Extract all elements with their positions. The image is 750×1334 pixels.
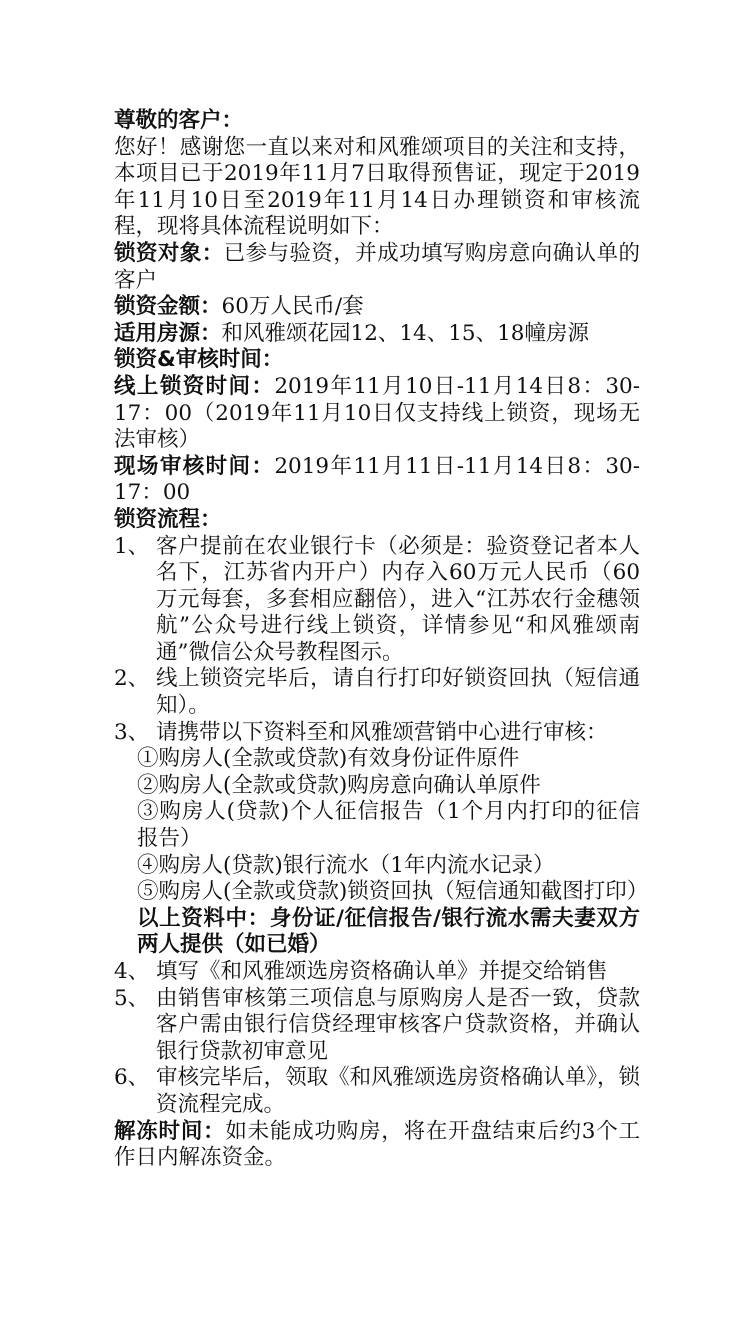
online-label: 线上锁资时间： xyxy=(114,373,275,399)
step-item xyxy=(114,986,640,1066)
time-heading: 锁资&审核时间： xyxy=(114,347,284,373)
material-item: ③购房人(贷款)个人征信报告（1个月内打印的征信报告） xyxy=(137,799,640,852)
onsite-line xyxy=(114,454,640,507)
step-number: 6、 xyxy=(114,1065,157,1091)
onsite-value: 2019年11月11日-11月14日8：30-17：00 xyxy=(114,453,640,506)
step-number: 3、 xyxy=(114,719,157,745)
source-label: 适用房源： xyxy=(114,320,222,346)
target-label: 锁资对象： xyxy=(114,240,224,266)
step-text: 填写《和风雅颂选房资格确认单》并提交给销售 xyxy=(156,959,608,984)
unfreeze-value: 如未能成功购房，将在开盘结束后约3个工作日内解冻资金。 xyxy=(114,1118,640,1171)
step-text: 客户提前在农业银行卡（必须是：验资登记者本人名下，江苏省内开户）内存入60万元人民币（60万元每套，多套相应翻倍），进入“江苏农行金穗领航”公众号进行线上锁资，详情参见“和风雅颂南通”微信公众号教程图示。 xyxy=(156,533,640,665)
step-item xyxy=(114,534,640,667)
target-line xyxy=(114,241,640,294)
step-number: 1、 xyxy=(114,533,157,559)
step-item xyxy=(114,1065,640,1118)
material-item: ①购房人(全款或贷款)有效身份证件原件 xyxy=(137,746,520,772)
unfreeze-line xyxy=(114,1119,640,1172)
step-number: 4、 xyxy=(114,959,157,984)
target-value: 已参与验资，并成功填写购房意向确认单的客户 xyxy=(114,240,640,293)
online-value: 2019年11月10日-11月14日8：30-17：00（2019年11月10日仅支持线上锁资，现场无法审核） xyxy=(114,373,640,453)
materials-note: 以上资料中：身份证/征信报告/银行流水需夫妻双方两人提供（如已婚） xyxy=(137,905,640,958)
source-value: 和风雅颂花园12、14、15、18幢房源 xyxy=(221,320,589,346)
process-heading: 锁资流程： xyxy=(114,506,222,532)
unfreeze-label: 解冻时间： xyxy=(114,1118,226,1144)
source-line xyxy=(114,321,640,348)
material-item: ②购房人(全款或贷款)购房意向确认单原件 xyxy=(137,772,541,798)
step-number: 2、 xyxy=(114,666,157,692)
notice-document xyxy=(114,108,649,1172)
step-number: 5、 xyxy=(114,985,157,1011)
step-item xyxy=(114,959,640,986)
intro-paragraph: 您好！感谢您一直以来对和风雅颂项目的关注和支持，本项目已于2019年11月7日取得预售证，现定于2019年11月10日至2019年11月14日办理锁资和审核流程，现将具体流程说明如下： xyxy=(114,134,640,240)
amount-label: 锁资金额： xyxy=(114,294,222,320)
step-item xyxy=(114,720,640,747)
amount-value: 60万人民币/套 xyxy=(221,294,364,320)
greeting: 尊敬的客户： xyxy=(114,108,244,133)
step-text: 由销售审核第三项信息与原购房人是否一致，贷款客户需由银行信贷经理审核客户贷款资格，并确认银行贷款初审意见 xyxy=(156,985,640,1064)
material-item: ④购房人(贷款)银行流水（1年内流水记录） xyxy=(137,852,555,878)
step-text: 线上锁资完毕后，请自行打印好锁资回执（短信通知）。 xyxy=(156,666,640,719)
onsite-label: 现场审核时间： xyxy=(114,453,275,479)
amount-line xyxy=(114,294,640,321)
material-item: ⑤购房人(全款或贷款)锁资回执（短信通知截图打印） xyxy=(137,879,649,905)
step-item xyxy=(114,666,640,719)
step-text: 请携带以下资料至和风雅颂营销中心进行审核： xyxy=(156,719,608,745)
online-line xyxy=(114,374,640,454)
step-text: 审核完毕后，领取《和风雅颂选房资格确认单》，锁资流程完成。 xyxy=(156,1065,640,1117)
